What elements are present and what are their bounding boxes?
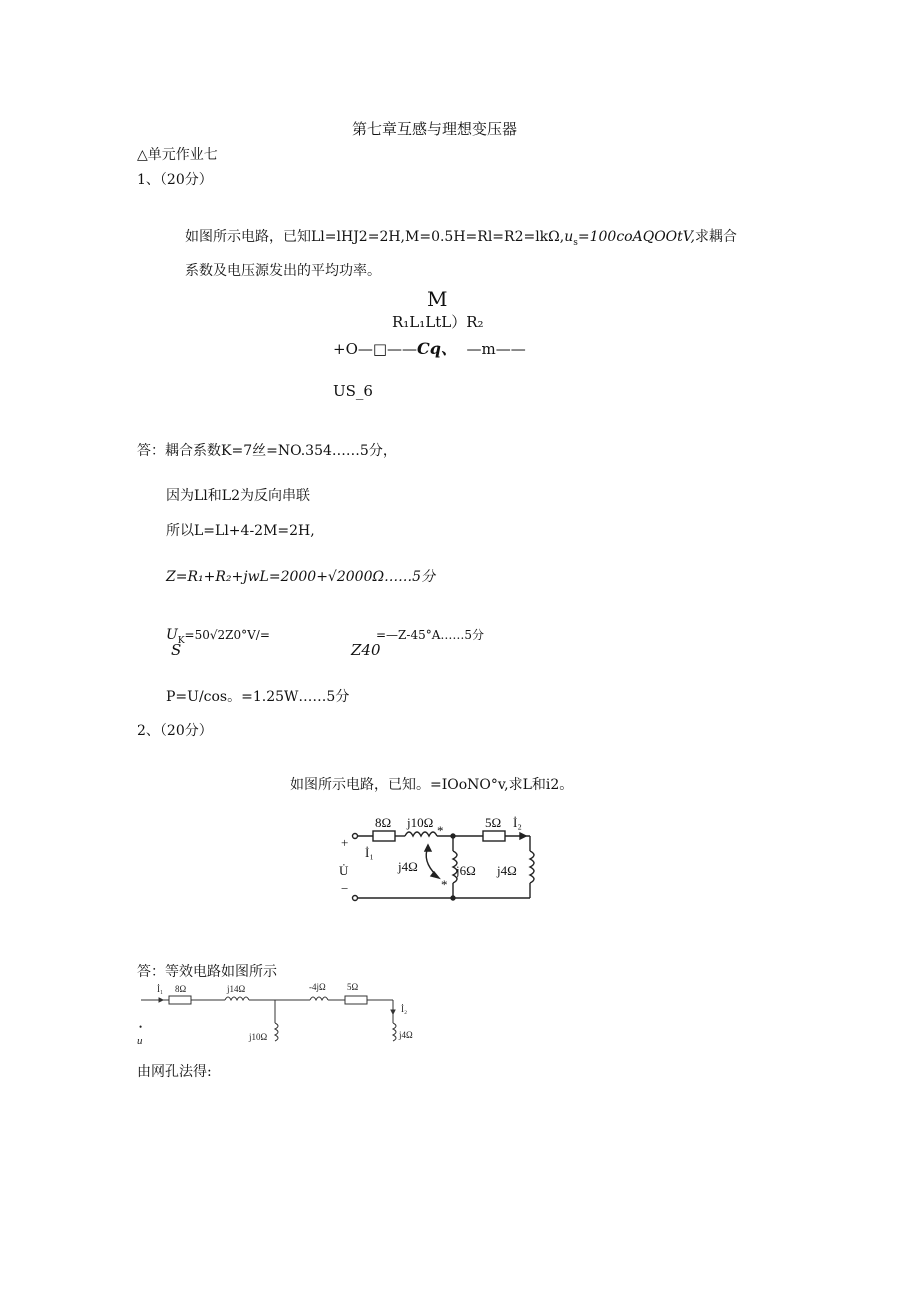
mutual-arrowhead [431, 872, 439, 878]
eq-label-u: u [137, 1035, 143, 1047]
eq-label-j14: j14Ω [227, 984, 246, 994]
resistor-5-ohm [483, 831, 505, 841]
q1-figure-row3a: +O—□—— [333, 340, 418, 358]
q1-answer-line5-S: S [171, 641, 182, 659]
label-plus: + [341, 835, 349, 850]
label-j10: j10Ω [407, 815, 434, 830]
q1-u-sub: s [573, 237, 578, 248]
q1-problem-text-b: 求耦合 [694, 229, 737, 245]
label-i2: İ₂ [513, 815, 522, 830]
label-i1: İ₁ [365, 845, 374, 860]
label-minus: − [341, 881, 349, 896]
q1-problem-line2: 系数及电压源发出的平均功率。 [185, 263, 381, 279]
q1-u-symbol: u [564, 229, 574, 245]
mutual-arrowhead-top [425, 845, 431, 851]
q1-answer-line3: 所以L=Ll+4-2M=2H, [166, 523, 315, 539]
q1-ans5-k: K [177, 635, 185, 646]
q2-problem-text: 如图所示电路，已知。=IOoNO°v,求L和i2。 [290, 777, 574, 793]
i2-arrow [520, 833, 526, 839]
inductor-j4-right [530, 851, 534, 883]
q1-figure-row3b: Cq、 [417, 339, 457, 358]
eq-capacitive-mj4 [310, 997, 328, 1000]
q2-header: 2、（20分） [137, 723, 213, 739]
eq-label-i2: İ₂ [401, 1004, 408, 1014]
q1-ans5-expr: =50√2Z0°V/= [184, 628, 270, 642]
eq-label-5: 5Ω [347, 982, 359, 992]
q1-figure-row3c: —m—— [466, 340, 526, 358]
q1-figure-row4: US_6 [333, 382, 373, 400]
resistor-8-ohm [373, 831, 395, 841]
q1-problem-text-a: 如图所示电路，已知Ll=lHJ2=2H,M=0.5H=Rl=R2=lkΩ, [185, 229, 565, 245]
label-j4-mutual: j4Ω [398, 859, 418, 874]
q1-header: 1、（20分） [137, 172, 213, 188]
eq-inductor-j4 [393, 1023, 396, 1041]
label-j6: j6Ω [456, 863, 476, 878]
eq-label-mj4: -4jΩ [309, 982, 326, 992]
terminal-plus [353, 834, 358, 839]
inductor-j10 [405, 832, 437, 836]
eq-label-j4: j4Ω [399, 1030, 413, 1040]
eq-label-dot: • [139, 1022, 143, 1032]
terminal-minus [353, 896, 358, 901]
star-top: * [437, 823, 444, 838]
q2-answer-line2: 由网孔法得: [137, 1064, 212, 1080]
q1-ans5-u: U [166, 627, 178, 643]
label-j4-right: j4Ω [497, 863, 517, 878]
eq-inductor-j14 [225, 997, 249, 1000]
eq-i2-arrow [391, 1010, 395, 1014]
q1-figure-row3 [333, 340, 526, 358]
q1-answer-line2: 因为Ll和L2为反向串联 [166, 488, 310, 504]
q1-answer-line6: P=U/cos。=1.25W……5分 [166, 689, 350, 705]
eq-resistor-8 [169, 996, 191, 1004]
page-title: 第七章互感与理想变压器 [352, 120, 518, 138]
eq-label-8: 8Ω [175, 984, 187, 994]
eq-label-j10: j10Ω [249, 1032, 268, 1042]
eq-label-i1: İ₁ [157, 984, 164, 994]
eq-inductor-j10 [275, 1023, 278, 1041]
q2-circuit-diagram [335, 805, 545, 910]
label-u: U̇ [339, 863, 349, 878]
q2-answer-line1: 答：等效电路如图所示 [137, 964, 277, 980]
q1-answer-line5-Z40: Z40 [351, 641, 381, 659]
star-bottom: * [441, 877, 448, 892]
node-top [451, 834, 455, 838]
q1-answer-line1: 答：耦合系数K=7丝=NO.354……5分， [137, 443, 397, 459]
q1-answer-line4: Z=R₁+R₂+jwL=2000+√2000Ω……5分 [166, 569, 436, 585]
q1-problem-line1 [185, 228, 737, 252]
q1-figure-M: M [427, 287, 448, 311]
q2-equivalent-circuit [135, 978, 425, 1048]
label-8ohm: 8Ω [375, 815, 392, 830]
eq-i1-arrow [159, 998, 163, 1002]
q1-answer-line5-right: =—Z-45°A……5分 [376, 628, 485, 642]
q1-figure-row2: R₁L₁LtL）R₂ [392, 313, 484, 331]
q1-answer-line5 [166, 626, 270, 650]
section-heading: △单元作业七 [137, 147, 218, 163]
q1-source-expr: =100coAQOOtV, [577, 229, 695, 245]
label-5ohm: 5Ω [485, 815, 502, 830]
eq-resistor-5 [345, 996, 367, 1004]
